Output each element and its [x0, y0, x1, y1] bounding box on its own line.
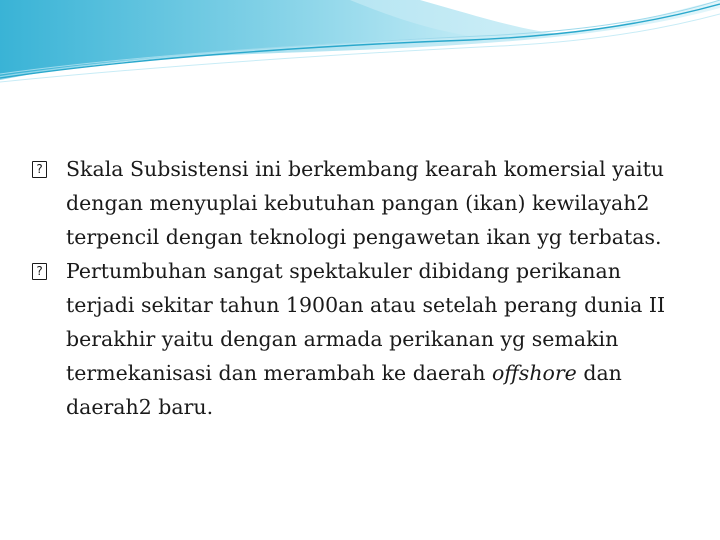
bullet-text-italic: offshore	[491, 361, 577, 385]
bullet-item	[32, 152, 692, 254]
missing-glyph-bullet-icon: ?	[32, 263, 47, 280]
header-wave-decoration	[0, 0, 720, 90]
slide-content	[32, 152, 692, 424]
bullet-item	[32, 254, 692, 424]
bullet-text: Skala Subsistensi ini berkembang kearah komersial yaitu dengan menyuplai kebutuhan pangan (ikan) kewilayah2 terpencil dengan teknologi pengawetan ikan yg terbatas.	[66, 157, 665, 249]
missing-glyph-bullet-icon: ?	[32, 161, 47, 178]
bullet-text: dan daerah2 baru.	[66, 361, 622, 419]
bullet-text: Pertumbuhan sangat spektakuler dibidang perikanan terjadi sekitar tahun 1900an atau setelah perang dunia II berakhir yaitu dengan armada perikanan yg semakin termekanisasi dan merambah ke daerah	[66, 259, 666, 385]
